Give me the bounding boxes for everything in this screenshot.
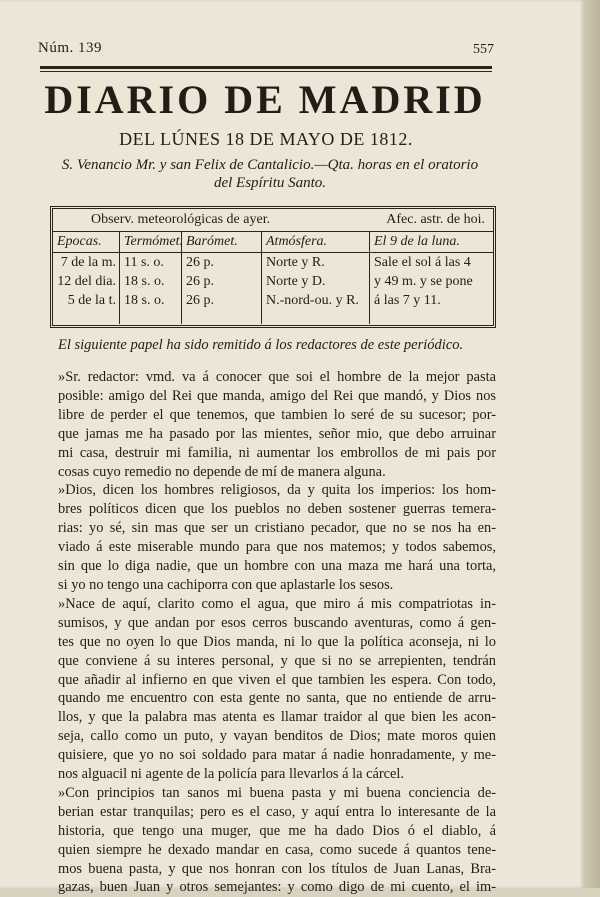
article-line: si yo no tengo una cachiporra con que aplastarle los sesos. <box>58 576 394 593</box>
top-rule <box>40 66 492 69</box>
col-header: Barómet. <box>182 232 262 253</box>
article-line: mi casa, destruir mi familia, ni aumentar los embrollos de mi pais por <box>58 444 496 461</box>
table-cell: Norte y R. <box>266 255 325 270</box>
table-cell: y 49 m. y se pone <box>374 274 473 289</box>
col-header: Termómet. <box>120 232 182 253</box>
col-header: Atmósfera. <box>262 232 370 253</box>
article-line: quien siempre he dexado mandar en casa, como sucede á quantos tene- <box>58 841 496 858</box>
issue-line <box>38 40 494 64</box>
weather-table <box>50 206 496 328</box>
weather-table-header <box>53 209 493 232</box>
saints-of-day <box>50 156 490 192</box>
article-line: tes que no oyen lo que Dios manda, ni lo que la política aconseja, ni lo <box>58 633 496 650</box>
table-cell: 26 p. <box>186 255 214 270</box>
col-luna <box>369 232 494 324</box>
col-barometro <box>181 232 262 324</box>
article-line: mos buena pasta, y que nos honran con los títulos de Juan Lanas, Bra- <box>58 860 496 877</box>
table-cell: 7 de la m. <box>60 255 116 270</box>
article-line: sumisos, y que andan por esos cerros buscando aventuras, como á gen- <box>58 614 496 631</box>
article-line: quando me encuentro con esta gente no santa, que no entiende de arru- <box>58 690 496 707</box>
table-cell: 5 de la t. <box>67 293 116 308</box>
article-line: libre de perder el que tenemos, que tambien lo seré de su sucesor; por- <box>58 406 496 423</box>
saints-line-1: S. Venancio Mr. y san Felix de Cantalicio.—Qta. horas en el oratorio <box>61 157 479 173</box>
table-cell: 18 s. o. <box>124 274 165 289</box>
table-cell: Norte y D. <box>266 274 326 289</box>
article-line: sin que lo diga nadie, que un hombre con una maza me hará una torta, <box>58 558 496 575</box>
masthead-title: DIARIO DE MADRID <box>44 77 486 122</box>
article-line: historia, que tengo una muger, que me ha dado Dios ó el diablo, á <box>58 822 496 839</box>
article-line: que conviene á su interes personal, y que si no se arrepienten, tendrán <box>58 652 496 669</box>
article-line: llos, y que la palabra mas atenta es llamar traidor al que bien les acon- <box>58 709 496 726</box>
article-line: cosas cuyo remedio no depende de mí de manera alguna. <box>58 463 386 480</box>
weather-title-right: Afec. astr. de hoi. <box>386 212 485 227</box>
table-cell: á las 7 y 11. <box>374 293 441 308</box>
page-edge <box>584 0 600 888</box>
article-line: quisiere, que yo no soi soldado para matar á nadie honradamente, y me- <box>58 747 496 764</box>
page-number: 557 <box>473 42 494 57</box>
article-line: posible: amigo del Rei que manda, amigo del Rei que mandó, y Dios nos <box>58 387 496 404</box>
saints-line-2: del Espíritu Santo. <box>213 175 327 191</box>
dateline: DEL LÚNES 18 DE MAYO DE 1812. <box>119 129 413 149</box>
article-line: seja, callo como un puto, y vayan benditos de Dios; mate moros quien <box>58 728 496 745</box>
col-atmosfera <box>261 232 370 324</box>
weather-columns <box>53 232 493 324</box>
table-cell: 18 s. o. <box>124 293 165 308</box>
col-epocas <box>53 232 119 324</box>
article-line: rias: yo sé, sin mas que ser un cristiano pecador, que no se nos ha en- <box>58 520 496 537</box>
table-cell: 11 s. o. <box>124 255 164 270</box>
article-line: que jamas me ha pasado por las mientes, señor mio, que debo arruinar <box>58 425 496 442</box>
article-intro: El siguiente papel ha sido remitido á los redactores de este periódico. <box>58 337 464 353</box>
article-line: »Con principios tan sanos mi buena pasta y mi buena conciencia de- <box>58 784 496 801</box>
top-rule-thin <box>40 71 492 72</box>
article-body <box>58 368 496 897</box>
article-line: bres políticos dicen que los pueblos no deben sostener guerras temera- <box>58 501 496 518</box>
article-line: berian estar tranquilas; pero es el caso, y aquí entra lo interesante de la <box>58 803 496 820</box>
table-cell: 26 p. <box>186 274 214 289</box>
weather-title-left: Observ. meteorológicas de ayer. <box>91 212 271 227</box>
col-header: El 9 de la luna. <box>370 232 494 253</box>
article-line: »Dios, dicen los hombres religiosos, da y quita los imperios: los hom- <box>58 482 496 499</box>
article-line: gazas, buen Juan y otros semejantes: y como digo de mi cuento, el im- <box>58 879 496 896</box>
article-line: nos alguacil ni agente de la policía para llevarlos á la cárcel. <box>58 766 405 783</box>
table-cell: 26 p. <box>186 293 214 308</box>
issue-number: Núm. 139 <box>38 40 102 56</box>
table-cell: 12 del dia. <box>57 274 116 289</box>
col-header: Epocas. <box>53 232 119 253</box>
article-line: que añadir al infierno en que viven el que tambien les espera. Con todo, <box>58 671 496 688</box>
article-line: viado á este miserable mundo para que nos matemos; y todos sabemos, <box>58 539 496 556</box>
col-termometro <box>119 232 182 324</box>
table-cell: Sale el sol á las 4 <box>374 255 471 270</box>
table-cell: N.-nord-ou. y R. <box>266 293 359 308</box>
article-line: »Nace de aquí, clarito como el agua, que miro á mis compatriotas in- <box>58 595 496 612</box>
article-line: »Sr. redactor: vmd. va á conocer que soi el hombre de la mejor pasta <box>58 369 496 385</box>
